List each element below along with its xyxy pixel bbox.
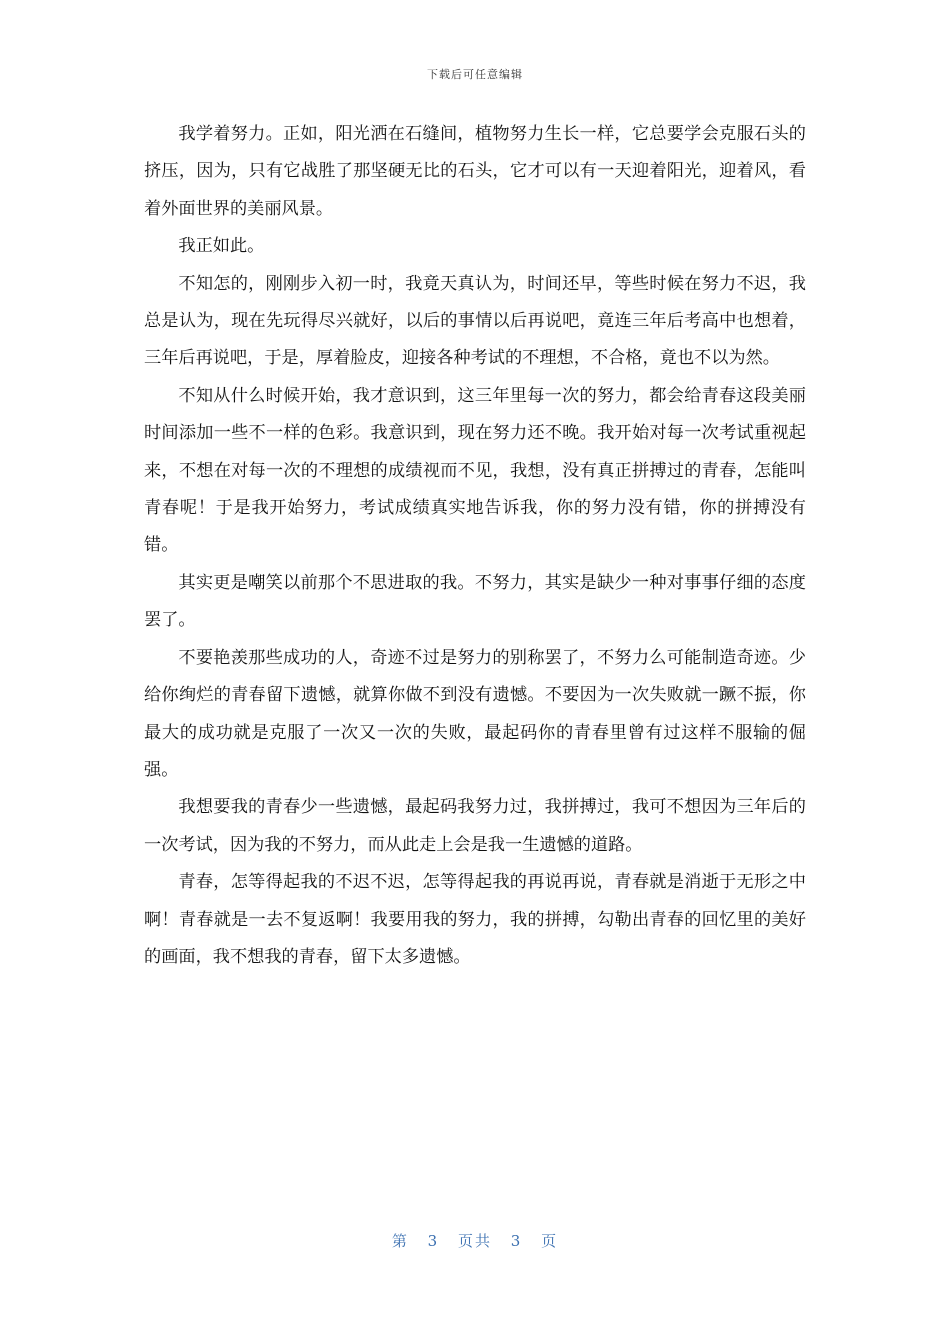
paragraph-5: 其实更是嘲笑以前那个不思进取的我。不努力，其实是缺少一种对事事仔细的态度罢了。 [144,572,806,631]
page-header: 下载后可任意编辑 [427,68,523,81]
document-body [144,116,806,976]
paragraph-6: 不要艳羡那些成功的人，奇迹不过是努力的别称罢了，不努力么可能制造奇迹。少给你绚烂的青春留下遗憾，就算你做不到没有遗憾。不要因为一次失败就一蹶不振，你最大的成功就是克服了一次又一次的失败，最起码你的青春里曾有过这样不服输的倔强。 [144,647,806,780]
paragraph-1: 我学着努力。正如，阳光洒在石缝间，植物努力生长一样，它总要学会克服石头的挤压，因为，只有它战胜了那坚硬无比的石头，它才可以有一天迎着阳光，迎着风，看着外面世界的美丽风景。 [144,124,806,219]
paragraph-3: 不知怎的，刚刚步入初一时，我竟天真认为，时间还早，等些时候在努力不迟，我总是认为，现在先玩得尽兴就好，以后的事情以后再说吧，竟连三年后考高中也想着，三年后再说吧，于是，厚着脸皮，迎接各种考试的不理想，不合格，竟也不以为然。 [144,273,806,369]
footer-prefix: 第 [391,1232,409,1250]
paragraph-7: 我想要我的青春少一些遗憾，最起码我努力过，我拼搏过，我可不想因为三年后的一次考试，因为我的不努力，而从此走上会是我一生遗憾的道路。 [144,797,806,855]
footer-suffix: 页 [541,1232,559,1250]
page-footer [0,1230,950,1251]
footer-middle: 页共 [457,1232,492,1250]
paragraph-2: 我正如此。 [178,236,265,257]
paragraph-8: 青春，怎等得起我的不迟不迟，怎等得起我的再说再说，青春就是消逝于无形之中啊！青春就是一去不复返啊！我要用我的努力，我的拼搏，勾勒出青春的回忆里的美好的画面，我不想我的青春，留下太多遗憾。 [144,872,806,967]
footer-current-page: 3 [427,1232,440,1250]
paragraph-4: 不知从什么时候开始，我才意识到，这三年里每一次的努力，都会给青春这段美丽时间添加一些不一样的色彩。我意识到，现在努力还不晚。我开始对每一次考试重视起来，不想在对每一次的不理想的成绩视而不见，我想，没有真正拼搏过的青春，怎能叫青春呢！于是我开始努力，考试成绩真实地告诉我，你的努力没有错，你的拼搏没有错。 [144,385,806,556]
footer-total-pages: 3 [510,1232,523,1250]
